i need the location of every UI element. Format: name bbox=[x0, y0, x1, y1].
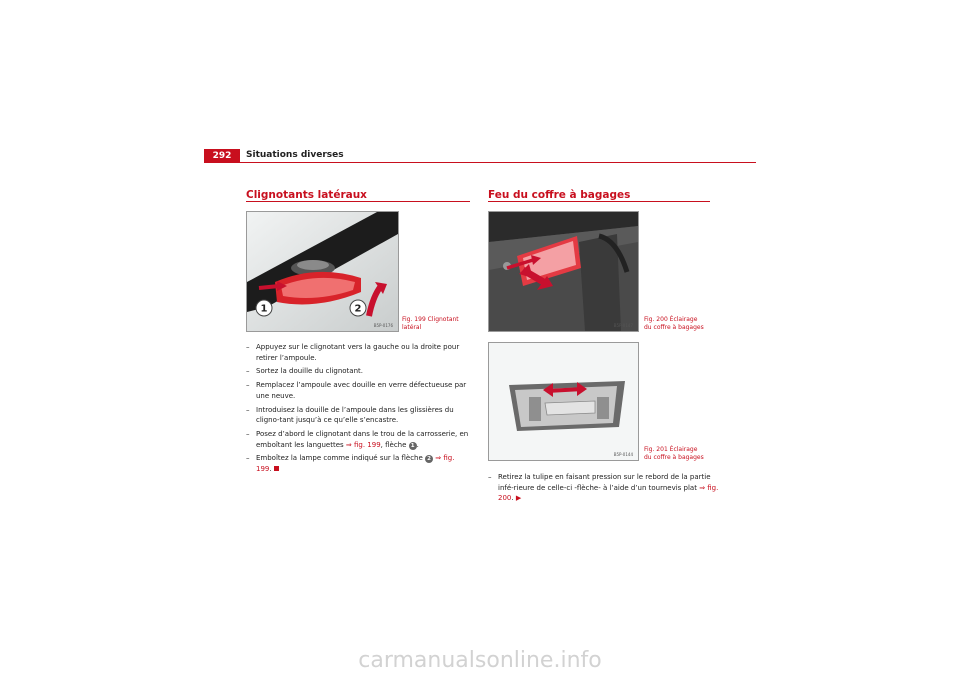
figure-code: B5P-0147 bbox=[613, 323, 633, 328]
instruction-list-right bbox=[488, 472, 720, 507]
step-2: – Sortez la douille du clignotant. bbox=[246, 367, 363, 376]
page-number: 292 bbox=[204, 149, 240, 163]
luggage-light-illustration bbox=[489, 212, 638, 331]
step-1: – Appuyez sur le clignotant vers la gauche ou la droite pour retirer l’ampoule. bbox=[246, 343, 460, 362]
step-3: – Remplacez l’ampoule avec douille en verre défectueuse par une neuve. bbox=[246, 381, 467, 400]
section-title-side-indicators: Clignotants latéraux bbox=[246, 189, 367, 201]
figure-201-caption: Fig. 201 Éclairage du coffre à bagages bbox=[644, 446, 704, 461]
figure-reference-link[interactable]: ⇒ fig. 200 bbox=[498, 483, 719, 503]
figure-reference-link[interactable]: ⇒ fig. 199 bbox=[345, 440, 381, 449]
step-5: – Posez d’abord le clignotant dans le trou de la carrosserie, en emboîtant les languettes ⇒ fig. 199, flèche 1 . bbox=[246, 429, 469, 449]
step-6: – Emboîtez la lampe comme indiqué sur la flèche 2 ⇒ fig. 199. bbox=[246, 454, 455, 473]
figure-201-luggage-light bbox=[488, 342, 639, 461]
callout-1: 1 bbox=[260, 303, 268, 315]
section-rule-right bbox=[488, 201, 710, 202]
end-of-section-icon bbox=[274, 466, 279, 471]
figure-code: B5P-0144 bbox=[613, 452, 633, 457]
instruction-list-left bbox=[246, 342, 470, 478]
header-rule bbox=[204, 162, 756, 163]
figure-200-caption: Fig. 200 Éclairage du coffre à bagages bbox=[644, 316, 704, 331]
figure-reference-link[interactable]: ⇒ fig. 199 bbox=[256, 454, 455, 473]
step-4: – Introduisez la douille de l’ampoule dans les glissières du cligno-tant jusqu’à ce qu’elle s’encastre. bbox=[246, 405, 454, 425]
figure-199-side-indicator bbox=[246, 211, 399, 332]
callout-badge-1: 1 bbox=[409, 442, 417, 450]
figure-code: B5P-0176 bbox=[373, 323, 393, 328]
side-indicator-illustration bbox=[247, 212, 398, 331]
section-rule-left bbox=[246, 201, 470, 202]
watermark: carmanualsonline.info bbox=[358, 648, 602, 673]
continue-arrow-icon: ▶ bbox=[515, 494, 522, 503]
figure-199-caption: Fig. 199 Clignotant latéral bbox=[402, 316, 459, 331]
figure-200-luggage-light bbox=[488, 211, 639, 332]
running-title: Situations diverses bbox=[246, 150, 344, 160]
callout-2: 2 bbox=[354, 303, 362, 315]
luggage-light-housing-illustration bbox=[489, 343, 638, 460]
section-title-luggage-light: Feu du coffre à bagages bbox=[488, 189, 631, 201]
step-1: – Retirez la tulipe en faisant pression sur le rebord de la partie infé-rieure de celle-ci -flèche- à l’aide d’un tournevis plat ⇒ fig. 200. ▶ bbox=[488, 473, 719, 503]
callout-badge-2: 2 bbox=[425, 455, 433, 463]
